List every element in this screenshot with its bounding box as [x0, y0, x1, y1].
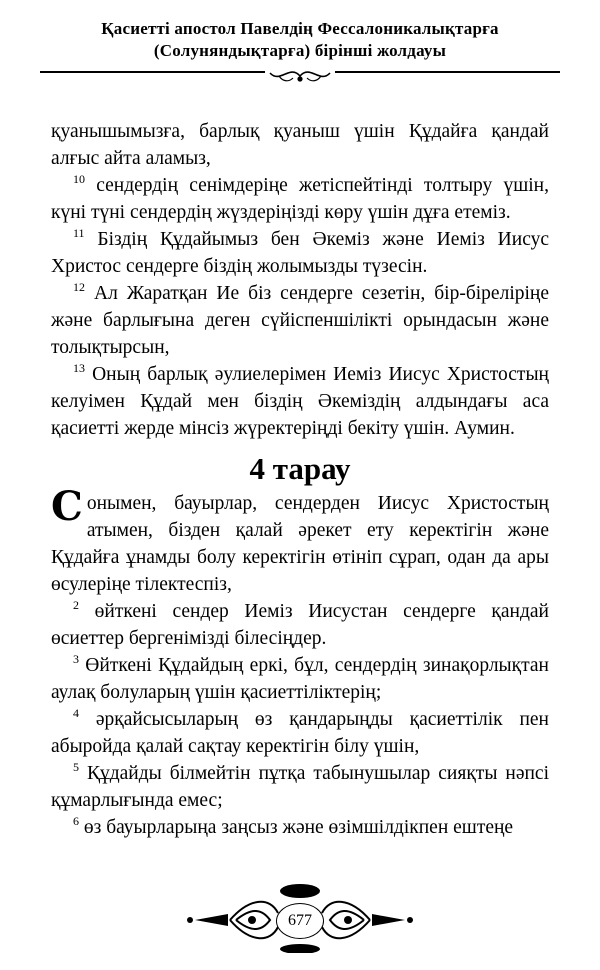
- running-header: [40, 18, 560, 62]
- chapter-heading: 4 тарау: [249, 451, 351, 486]
- verse-text: Өйткені Құдайдың еркі, бұл, сендердің зинақорлықтан аулақ болуларың үшін қасиеттіліктерің;: [51, 655, 549, 703]
- page-number: 677: [276, 903, 324, 939]
- flourish-ornament-icon: [265, 68, 335, 88]
- verse-2: [51, 598, 549, 652]
- verse-6: [51, 814, 549, 841]
- verse-number: 5: [73, 760, 79, 774]
- verse-5: [51, 760, 549, 814]
- header-title-line-1: Қасиетті апостол Павелдің Фессалоникалықтарға: [101, 19, 499, 38]
- verse-text: онымен, бауырлар, сендерден Иисус Христостың атымен, бізден қалай әрекет ету керектігін және Құдайға ұнамды болу керектігін өтініп сұрап, одан да ары өсулеріңе тілектеспіз,: [51, 493, 549, 595]
- verse-number: 12: [73, 280, 85, 294]
- verse-text: өз бауырларыңа заңсыз және өзімшілдікпен ештеңе: [79, 817, 514, 838]
- chapter-3-continuation: [51, 118, 549, 442]
- verse-text: әрқайсысыларың өз қандарыңды қасиеттілік пен абыройда қалай сақтау керектігін білу үшін,: [51, 709, 549, 757]
- verse-3: [51, 652, 549, 706]
- verse-text: Біздің Құдайымыз бен Әкеміз және Иеміз Иисус Христос сендерге біздің жолымызды түзесін.: [51, 229, 549, 277]
- drop-cap-letter: С: [51, 483, 83, 530]
- verse-text: Ал Жаратқан Ие біз сендерге сезетін, бір-біреліріңе және барлығына деген сүйіспеншілікті орындасын және толықтырсын,: [51, 283, 549, 358]
- verse-number: 3: [73, 652, 79, 666]
- header-ornament-divider: [40, 68, 560, 90]
- verse-13: [51, 361, 549, 442]
- chapter-4-body: [51, 483, 549, 841]
- verse-number: 11: [73, 226, 85, 240]
- verse-text: Құдайды білмейтін пұтқа табынушылар сияқты нәпсі құмарлығында емес;: [51, 763, 549, 811]
- header-title-line-2: (Солуняндықтарға) бірінші жолдауы: [153, 41, 447, 60]
- verse-text: сендердің сенімдеріңе жетіспейтінді толтыру үшін, күні түні сендердің жүздеріңізді көру үшін дұға етеміз.: [51, 175, 549, 223]
- verse-number: 6: [73, 814, 79, 828]
- verse-9-continuation: қуанышымызға, барлық қуаныш үшін Құдайға қандай алғыс айта аламыз,: [51, 121, 549, 169]
- verse-text: Оның барлық әулиелерімен Иеміз Иисус Христостың келуімен Құдай мен біздің Әкеміздің алдындағы аса қасиетті жерде мінсіз жүректеріңді бекіту үшін. Аумин.: [51, 364, 549, 439]
- verse-1: [51, 483, 549, 598]
- verse-text: өйткені сендер Иеміз Иисустан сендерге қандай өсиеттер бергенімізді білесіңдер.: [51, 601, 549, 649]
- page-footer-ornament: [0, 877, 600, 953]
- verse-number: 13: [73, 361, 85, 375]
- verse-number: 10: [73, 172, 85, 186]
- verse-number: 4: [73, 706, 79, 720]
- verse-10: [51, 172, 549, 226]
- verse-4: [51, 706, 549, 760]
- verse-number: 2: [73, 598, 79, 612]
- verse-11: [51, 226, 549, 280]
- verse-12: [51, 280, 549, 361]
